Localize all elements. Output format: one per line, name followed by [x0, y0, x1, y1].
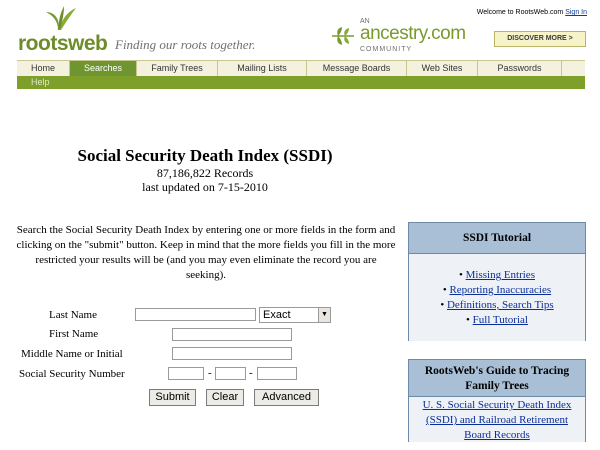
ssn-part1-input[interactable] [168, 367, 204, 380]
first-name-input[interactable] [172, 328, 292, 341]
nav-passwords[interactable]: Passwords [478, 61, 562, 76]
ancestry-an: AN [360, 18, 370, 25]
submit-button[interactable]: Submit [149, 389, 196, 406]
bullet-icon: • [459, 269, 463, 281]
last-name-input[interactable] [135, 308, 256, 321]
nav-family-trees[interactable]: Family Trees [137, 61, 218, 76]
tutorial-item [409, 268, 585, 283]
nav-web-sites[interactable]: Web Sites [407, 61, 478, 76]
ancestry-name [360, 23, 466, 45]
nav-searches[interactable]: Searches [70, 61, 137, 76]
ssn-dash-1: - [208, 367, 212, 379]
sub-nav [17, 76, 585, 89]
guide-title: RootsWeb's Guide to Tracing Family Trees [409, 360, 585, 397]
guide-box [408, 359, 586, 442]
match-type-select[interactable] [259, 307, 331, 323]
nav-mailing-lists[interactable]: Mailing Lists [218, 61, 307, 76]
first-name-label: First Name [49, 328, 99, 340]
welcome-text: Welcome to RootsWeb.com [476, 9, 564, 16]
full-tutorial-link[interactable]: Full Tutorial [472, 314, 528, 326]
tutorial-links [409, 254, 585, 341]
ancestry-leaf-icon [330, 26, 356, 46]
definitions-search-tips-link[interactable]: Definitions, Search Tips [446, 299, 554, 311]
main-nav [17, 60, 585, 77]
reporting-inaccuracies-link[interactable]: Reporting Inaccuracies [449, 284, 552, 296]
last-name-label: Last Name [49, 309, 97, 321]
ancestry-word: ancestry [360, 23, 427, 44]
advanced-button[interactable]: Advanced [254, 389, 319, 406]
ancestry-community-logo[interactable] [330, 18, 470, 54]
page-title: Social Security Death Index (SSDI) [77, 146, 333, 165]
leaf-icon [40, 4, 80, 32]
tutorial-item [409, 313, 585, 328]
ssn-part3-input[interactable] [257, 367, 297, 380]
guide-links [409, 397, 585, 442]
ssn-dash-2: - [249, 367, 253, 379]
bullet-icon: • [440, 299, 445, 311]
bullet-icon: • [466, 314, 470, 326]
ancestry-community: COMMUNITY [360, 46, 413, 53]
bullet-icon: • [442, 284, 447, 296]
logo-text: rootsweb [18, 32, 108, 55]
nav-message-boards[interactable]: Message Boards [307, 61, 407, 76]
discover-more-button[interactable]: DISCOVER MORE > [494, 31, 586, 47]
middle-name-label: Middle Name or Initial [21, 348, 123, 360]
records-count: 87,186,822 Records [156, 166, 254, 180]
dropdown-arrow-icon[interactable]: ▼ [318, 308, 330, 322]
ssdi-railroad-records-link[interactable]: U. S. Social Security Death Index (SSDI) and Railroad Retirement Board Records [422, 399, 572, 441]
rootsweb-logo[interactable] [18, 4, 108, 54]
site-header [0, 0, 600, 60]
tutorial-item [409, 298, 585, 313]
ssn-part2-input[interactable] [215, 367, 246, 380]
middle-name-input[interactable] [172, 347, 292, 360]
tagline: Finding our roots together. [115, 37, 256, 52]
nav-help[interactable]: Help [31, 77, 50, 87]
last-updated: last updated on 7-15-2010 [142, 180, 268, 194]
match-type-value: Exact [263, 309, 291, 321]
search-instructions: Search the Social Security Death Index by entering one or more fields in the form and clicking on the "submit" button. Keep in mind that the more fields you fill in the more restricted your results will be (and you may even eliminate the record you are seeking). [16, 224, 396, 281]
missing-entries-link[interactable]: Missing Entries [465, 269, 535, 281]
tutorial-item [409, 283, 585, 298]
ssn-label: Social Security Number [19, 368, 125, 380]
tutorial-title: SSDI Tutorial [409, 223, 585, 254]
welcome-message [477, 9, 587, 16]
ancestry-tld: .com [426, 23, 466, 44]
tutorial-box [408, 222, 586, 341]
nav-home[interactable]: Home [17, 61, 70, 76]
sign-in-link[interactable]: Sign In [565, 9, 587, 16]
clear-button[interactable]: Clear [206, 389, 244, 406]
